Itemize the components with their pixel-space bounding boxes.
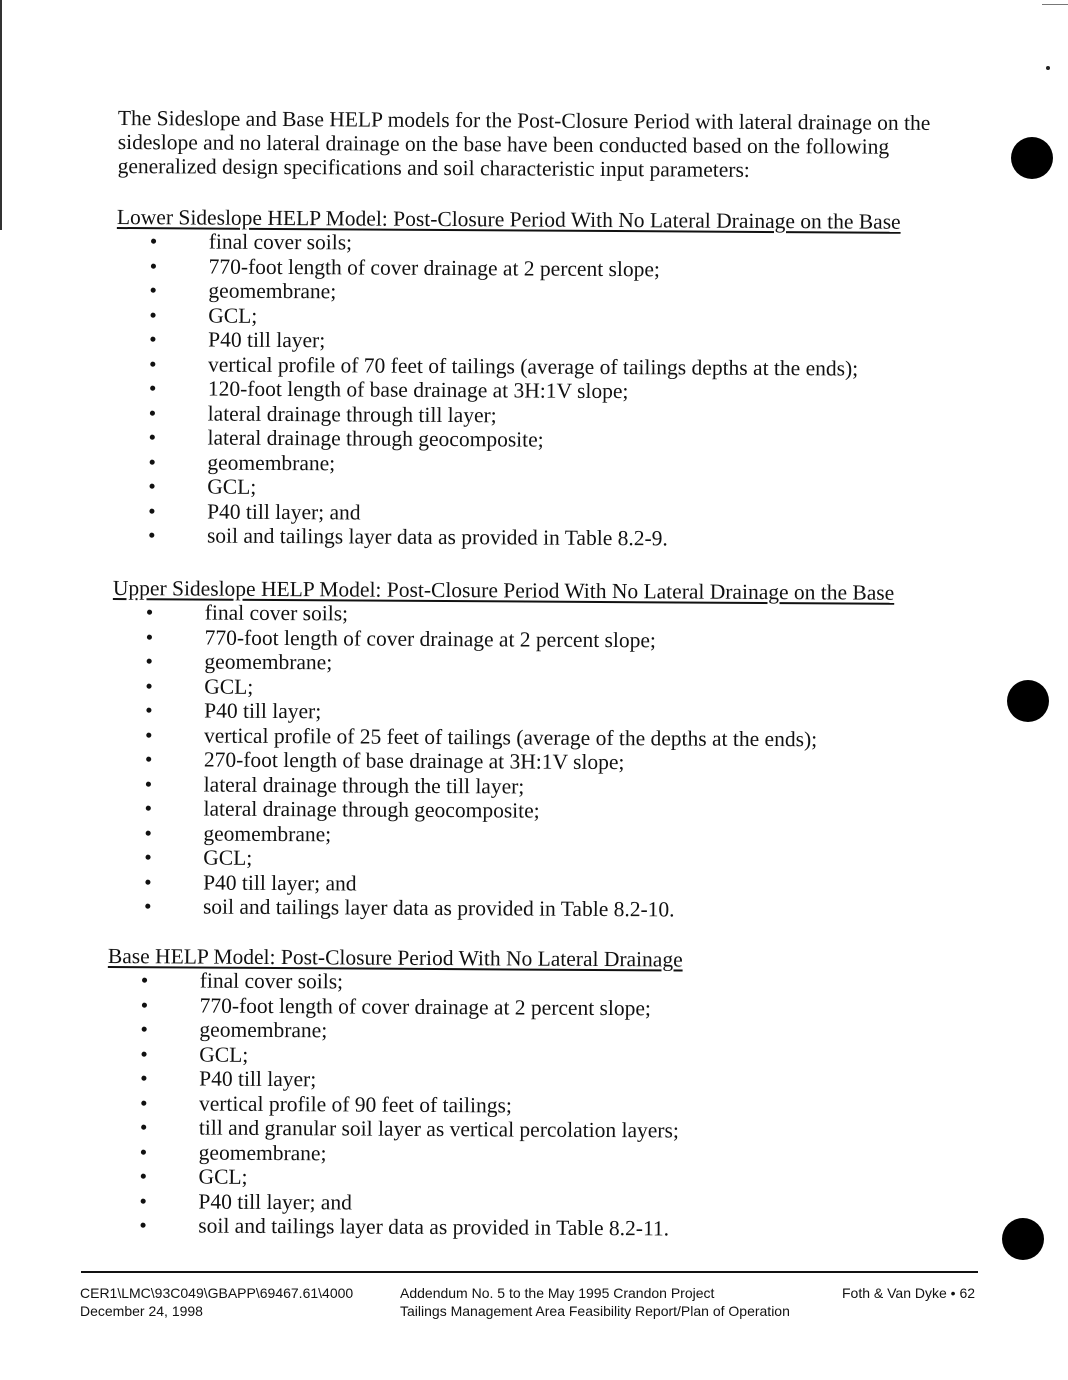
list-item-text: GCL;	[207, 474, 257, 499]
bullet-icon: •	[148, 474, 156, 499]
punch-hole-top	[1011, 137, 1053, 179]
footer-title-line: Addendum No. 5 to the May 1995 Crandon Project	[400, 1285, 715, 1301]
list-item	[115, 523, 965, 553]
section-lower-sideslope	[115, 205, 967, 553]
bullet-icon: •	[148, 351, 157, 376]
list-item-text: lateral drainage through till layer;	[207, 401, 497, 427]
list-item	[111, 894, 961, 924]
punch-hole-middle	[1007, 680, 1049, 722]
list-item-text: final cover soils;	[204, 600, 349, 626]
list-item-text: 270-foot length of base drainage at 3H:1V slope;	[203, 747, 625, 775]
list-item-text: final cover soils;	[208, 229, 353, 255]
footer-page-info	[842, 1284, 975, 1302]
bullet-icon: •	[139, 1213, 147, 1238]
bullet-icon: •	[145, 624, 154, 649]
list-item-text: vertical profile of 90 feet of tailings;	[198, 1091, 512, 1117]
list-item-text: geomembrane;	[207, 450, 336, 475]
list-item-text: soil and tailings layer data as provided in Table 8.2-10.	[202, 894, 675, 922]
intro-paragraph	[118, 106, 933, 183]
bullet-icon: •	[144, 722, 153, 747]
bullet-icon: •	[139, 1139, 148, 1164]
bullet-icon: •	[139, 1188, 148, 1213]
bullet-icon: •	[149, 253, 158, 278]
list-item-text: geomembrane;	[203, 821, 332, 846]
list-item-text: GCL;	[208, 303, 258, 328]
list-item-text: GCL;	[203, 845, 253, 870]
section-base	[106, 944, 958, 1243]
list-item-text: geomembrane;	[199, 1017, 328, 1043]
bullet-icon: •	[148, 376, 157, 401]
bullet-icon: •	[145, 649, 154, 674]
bullet-icon: •	[145, 698, 153, 723]
footer-document-title	[400, 1284, 790, 1320]
list-item-text: P40 till layer;	[204, 698, 322, 724]
list-item-text: P40 till layer; and	[203, 870, 357, 895]
list-item-text: P40 till layer; and	[207, 499, 361, 524]
intro-line: generalized design specifications and soil characteristic input parameters:	[117, 153, 750, 182]
scan-mark	[1042, 4, 1068, 5]
list-item-text: P40 till layer;	[208, 327, 326, 353]
bullet-icon: •	[143, 894, 152, 919]
bullet-icon: •	[149, 278, 158, 303]
bullet-icon: •	[139, 1090, 148, 1115]
list-item-text: GCL;	[199, 1042, 249, 1067]
bullet-icon: •	[140, 1017, 149, 1042]
list-item-text: P40 till layer;	[199, 1066, 317, 1092]
bullet-icon: •	[140, 992, 149, 1017]
list-item-text: vertical profile of 25 feet of tailings (average of the depths at the ends);	[203, 723, 818, 751]
punch-hole-bottom	[1002, 1218, 1044, 1260]
list-item-text: P40 till layer; and	[198, 1189, 352, 1214]
list-item-text: geomembrane;	[198, 1140, 327, 1165]
footer-company-page: Foth & Van Dyke • 62	[842, 1285, 976, 1301]
list-item-text: soil and tailings layer data as provided in Table 8.2-9.	[206, 523, 668, 551]
bullet-icon: •	[148, 498, 156, 523]
intro-line: The Sideslope and Base HELP models for the Post-Closure Period with lateral drainage on the	[117, 106, 931, 135]
bullet-icon: •	[149, 302, 157, 327]
bullet-icon: •	[145, 600, 154, 625]
list-item-text: vertical profile of 70 feet of tailings (average of tailings depths at the ends);	[207, 352, 859, 381]
bullet-icon: •	[140, 968, 149, 993]
list-item-text: soil and tailings layer data as provided in Table 8.2-11.	[198, 1213, 670, 1241]
bullet-icon: •	[144, 796, 153, 821]
list-item-text: final cover soils;	[199, 968, 344, 994]
bullet-icon: •	[140, 1041, 148, 1066]
bullet-icon: •	[144, 771, 153, 796]
bullet-icon: •	[139, 1115, 148, 1140]
list-item-text: lateral drainage through geocomposite;	[203, 796, 540, 823]
bullet-icon: •	[148, 425, 157, 450]
bullet-icon: •	[144, 845, 152, 870]
footer-date: December 24, 1998	[80, 1303, 203, 1319]
list-item-text: till and granular soil layer as vertical percolation layers;	[198, 1115, 679, 1143]
footer-divider	[81, 1271, 978, 1273]
section-heading: Base HELP Model: Post-Closure Period With No Lateral Drainage	[107, 944, 683, 972]
list-item-text: geomembrane;	[204, 649, 333, 675]
page-edge-line	[0, 0, 2, 230]
scan-speck	[1046, 66, 1050, 70]
list-item-text: 770-foot length of cover drainage at 2 percent slope;	[208, 254, 661, 281]
bullet-icon: •	[139, 1164, 148, 1189]
list-item-text: lateral drainage through the till layer;	[203, 772, 525, 799]
footer-file-info	[80, 1284, 353, 1320]
list-item-text: lateral drainage through geocomposite;	[207, 425, 544, 452]
section-upper-sideslope	[111, 576, 963, 924]
bullet-list	[111, 600, 963, 924]
section-heading: Lower Sideslope HELP Model: Post-Closure Period With No Lateral Drainage on the Base	[116, 205, 901, 234]
bullet-list	[106, 968, 958, 1243]
bullet-icon: •	[149, 327, 157, 352]
section-heading: Upper Sideslope HELP Model: Post-Closure Period With No Lateral Drainage on the Base	[112, 576, 895, 605]
bullet-icon: •	[148, 449, 157, 474]
list-item-text: GCL;	[204, 674, 254, 699]
list-item	[106, 1213, 956, 1243]
footer-file-path: CER1\LMC\93C049\GBAPP\69467.61\4000	[80, 1285, 354, 1301]
bullet-icon: •	[149, 229, 158, 254]
bullet-list	[115, 229, 967, 553]
list-item-text: 120-foot length of base drainage at 3H:1V slope;	[207, 376, 629, 404]
footer-title-line: Tailings Management Area Feasibility Report/Plan of Operation	[400, 1303, 790, 1319]
list-item-text: 770-foot length of cover drainage at 2 percent slope;	[204, 625, 657, 652]
bullet-icon: •	[145, 673, 153, 698]
list-item-text: GCL;	[198, 1164, 248, 1189]
bullet-icon: •	[147, 523, 156, 548]
bullet-icon: •	[144, 869, 152, 894]
list-item-text: geomembrane;	[208, 278, 337, 304]
bullet-icon: •	[140, 1066, 148, 1091]
bullet-icon: •	[144, 820, 153, 845]
intro-line: sideslope and no lateral drainage on the base have been conducted based on the following	[117, 129, 890, 159]
list-item-text: 770-foot length of cover drainage at 2 percent slope;	[199, 993, 652, 1020]
bullet-icon: •	[148, 400, 157, 425]
bullet-icon: •	[144, 747, 153, 772]
